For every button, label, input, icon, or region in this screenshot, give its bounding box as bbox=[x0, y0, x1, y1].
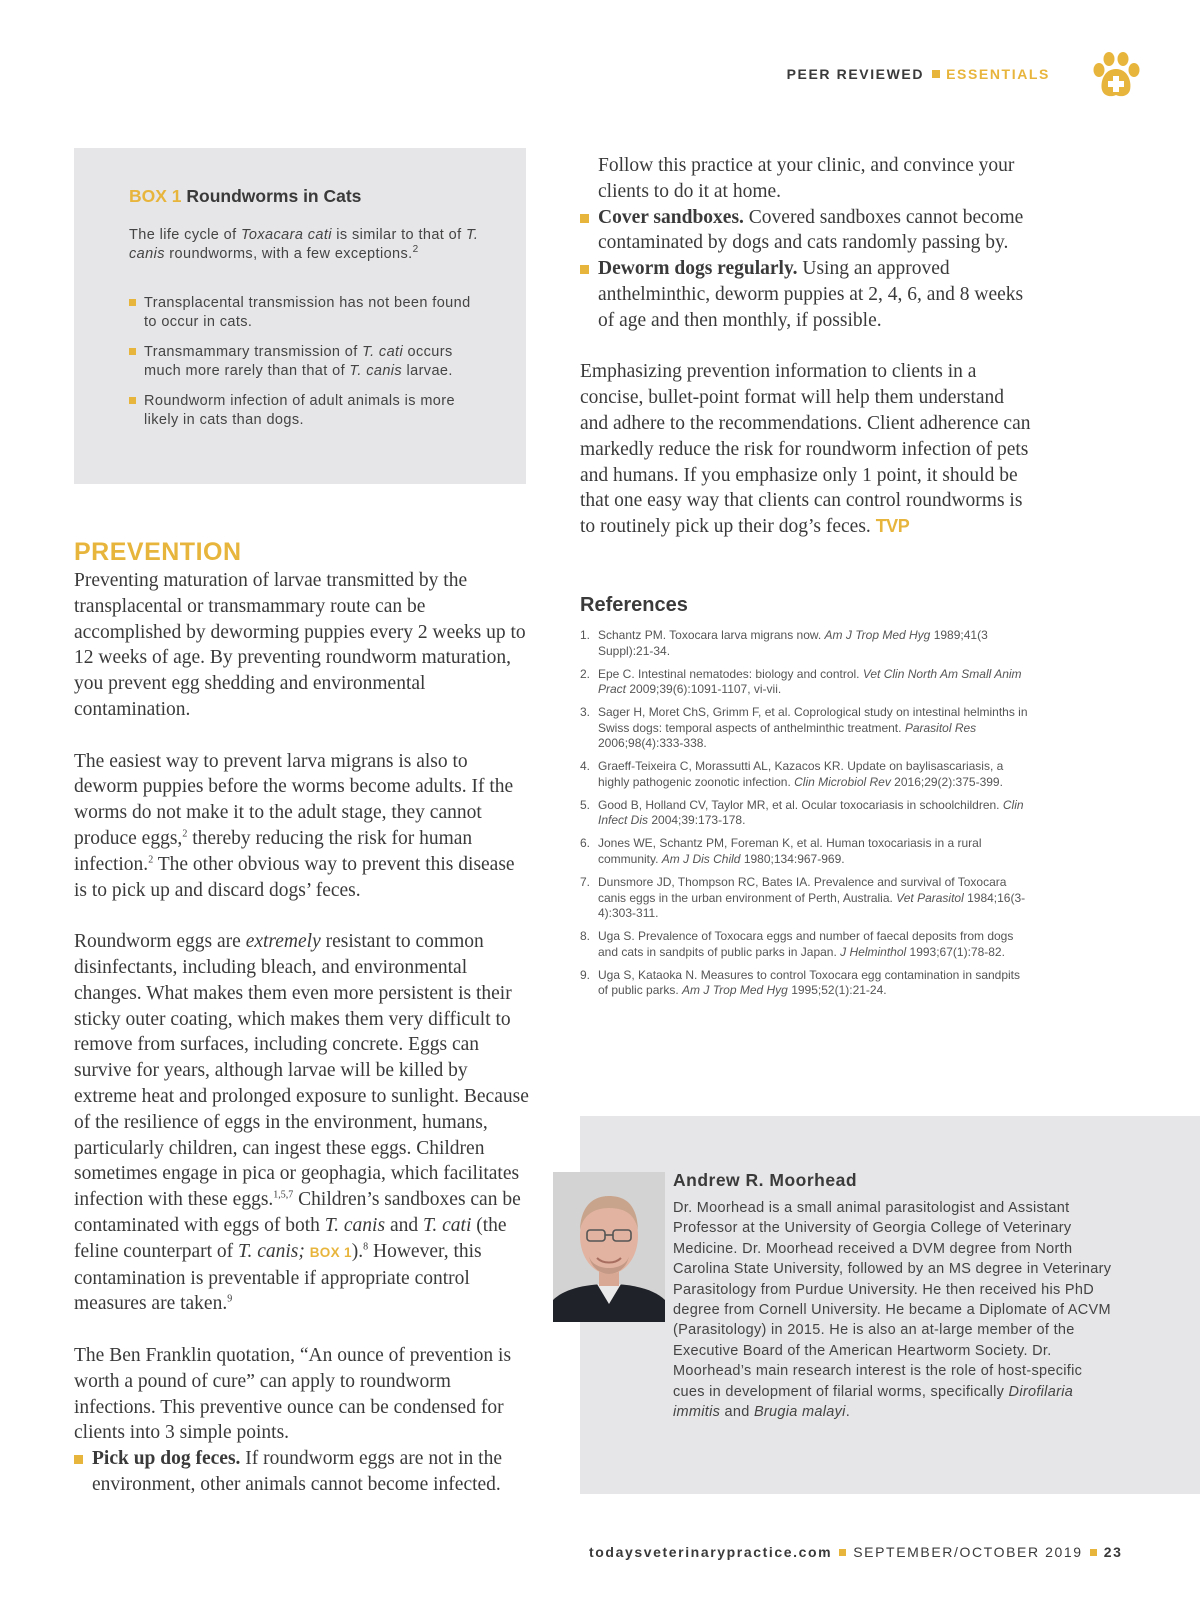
ref-journal: Parasitol Res bbox=[904, 720, 977, 735]
ref-text: 2004;39:173-178. bbox=[648, 813, 746, 828]
text-run: ). bbox=[351, 1240, 364, 1262]
list-item bbox=[580, 968, 1030, 999]
citation-sup: 9 bbox=[227, 1293, 233, 1305]
ref-number: 7. bbox=[580, 875, 591, 890]
point-text: Covered sandboxes cannot become contaminated by dogs and cats randomly passing by. bbox=[598, 206, 1024, 254]
square-bullet-icon bbox=[839, 1549, 846, 1556]
ref-text: 1980;134:967-969. bbox=[740, 851, 845, 866]
point-title: Pick up dog feces. bbox=[92, 1448, 241, 1470]
box1-crossref-link[interactable]: BOX 1 bbox=[309, 1244, 352, 1260]
page-number: 23 bbox=[1103, 1544, 1123, 1560]
list-item bbox=[129, 392, 474, 429]
prevention-point bbox=[580, 205, 1035, 257]
text-run: Dr. Moorhead is a small animal parasitologist and Assistant Professor at the University of Georgia College of Veterinary Medicine. Dr. Moorhead received a DVM degree from North Carolina State University, followed by an MS degree in Veterinary Parasitology from Purdue University. He then received his PhD degree from Cornell University. He became a Diplomate of ACVM (Parasitology) in 2015. He is also an at-large member of the Executive Board of the American Heartworm Society. Dr. Moorhead’s main research interest is the role of host-specific cues in development of filarial worms, specifically bbox=[673, 1200, 1112, 1400]
ref-number: 3. bbox=[580, 705, 591, 720]
box1-bullet-list bbox=[129, 294, 474, 441]
text-run: is similar to that of bbox=[331, 227, 466, 243]
tvp-end-mark: TVP bbox=[875, 516, 910, 537]
running-footer bbox=[589, 1544, 1122, 1560]
citation-sup: 1,5,7 bbox=[273, 1189, 294, 1201]
text-run: Roundworm eggs are bbox=[74, 931, 246, 953]
ref-text: 1995;52(1):21-24. bbox=[787, 983, 887, 998]
paw-plus-icon bbox=[1092, 52, 1142, 98]
header-category: ESSENTIALS bbox=[946, 66, 1050, 82]
box1-heading: Roundworms in Cats bbox=[186, 186, 362, 206]
ref-journal: Am J Trop Med Hyg bbox=[824, 628, 931, 642]
species-name: T. canis bbox=[349, 362, 403, 379]
list-item bbox=[580, 667, 1030, 698]
bullet-text: Roundworm infection of adult animals is more likely in cats than dogs. bbox=[144, 393, 455, 428]
citation-sup: 8 bbox=[363, 1241, 369, 1253]
species-name: T. canis bbox=[324, 1214, 386, 1236]
ref-text: 2006;98(4):333-338. bbox=[598, 736, 707, 751]
emphasis: extremely bbox=[245, 931, 321, 953]
references-heading: References bbox=[580, 594, 688, 616]
citation-sup: 2 bbox=[412, 243, 419, 255]
ref-text: 1993;67(1):78-82. bbox=[906, 944, 1005, 959]
text-run: and bbox=[385, 1214, 423, 1236]
ref-text: Uga S. Prevalence of Toxocara eggs and number of faecal deposits from dogs and cats in sandpits of public parks in Japan. bbox=[598, 929, 1014, 959]
text-run: larvae. bbox=[402, 362, 453, 379]
right-column-body bbox=[580, 153, 1035, 540]
list-item bbox=[580, 705, 1030, 752]
text-run: (the feline counterpart of bbox=[74, 1214, 507, 1262]
section-heading-prevention: PREVENTION bbox=[74, 538, 242, 566]
text-run: . bbox=[845, 1404, 851, 1421]
text-run: The life cycle of bbox=[129, 227, 241, 243]
square-bullet-icon bbox=[129, 348, 136, 355]
footer-website-link[interactable]: todaysveterinarypractice.com bbox=[589, 1544, 833, 1560]
list-item bbox=[580, 628, 1030, 659]
ref-journal: Am J Dis Child bbox=[661, 851, 741, 866]
text-run: Emphasizing prevention information to clients in a concise, bullet-point format will help them understand and adhere to the recommendations. Client adherence can markedly reduce the risk for roundworm infection of pets and humans. If you emphasize only 1 point, it should be that one easy way that clients can control roundworms is to routinely pick up their dog’s feces. bbox=[580, 361, 1031, 538]
left-column-body bbox=[74, 568, 529, 1498]
point-title: Deworm dogs regularly. bbox=[598, 258, 798, 280]
ref-text: 1989;41(3 Suppl):21-34. bbox=[598, 628, 988, 658]
author-name: Andrew R. Moorhead bbox=[673, 1170, 858, 1190]
paragraph: Preventing maturation of larvae transmitted by the transplacental or transmammary route can be accomplished by deworming puppies every 2 weeks up to 12 weeks of age. By preventing roundworm maturation, you prevent egg shedding and environmental contamination. bbox=[74, 570, 526, 720]
square-bullet-icon bbox=[74, 1455, 83, 1464]
species-name: Dirofilaria immitis bbox=[673, 1383, 1074, 1421]
ref-number: 6. bbox=[580, 836, 591, 851]
ref-journal: Vet Clin North Am Small Anim Pract bbox=[598, 666, 1022, 697]
box1-sidebar bbox=[74, 148, 526, 484]
ref-text: Schantz PM. Toxocara larva migrans now. bbox=[598, 628, 825, 642]
ref-text: Dunsmore JD, Thompson RC, Bates IA. Prevalence and survival of Toxocara canis eggs in the urban environment of Perth, Australia. bbox=[598, 875, 1007, 905]
author-bio bbox=[673, 1198, 1113, 1422]
ref-text: Sager H, Moret ChS, Grimm F, et al. Coprological study on intestinal helminths in Swiss dogs: temporal aspects of anthelminthic treatment. bbox=[598, 705, 1028, 735]
box1-title bbox=[129, 186, 361, 207]
point-text: If roundworm eggs are not in the environment, other animals cannot become infected. bbox=[92, 1448, 502, 1495]
ref-journal: Clin Microbiol Rev bbox=[794, 774, 891, 789]
species-name: Brugia malayi bbox=[753, 1404, 846, 1421]
text-run: roundworms, with a few exceptions. bbox=[164, 245, 413, 262]
species-name: T. cati bbox=[422, 1214, 472, 1236]
ref-text: 1984;16(3-4):303-311. bbox=[598, 890, 1026, 921]
author-portrait-icon bbox=[553, 1172, 665, 1322]
ref-text: Jones WE, Schantz PM, Foreman K, et al. Human toxocariasis in a rural community. bbox=[598, 836, 982, 866]
paragraph-continued: Follow this practice at your clinic, and convince your clients to do it at home. bbox=[598, 155, 1015, 202]
ref-number: 8. bbox=[580, 929, 591, 944]
species-name: T. cati bbox=[362, 344, 404, 360]
footer-issue: SEPTEMBER/OCTOBER 2019 bbox=[853, 1544, 1083, 1560]
text-run: Transmammary transmission of bbox=[144, 344, 363, 360]
ref-number: 9. bbox=[580, 967, 591, 982]
text-run: occurs much more rarely than that of bbox=[144, 344, 453, 379]
species-name: T. canis; bbox=[238, 1240, 305, 1262]
list-item bbox=[129, 343, 474, 380]
ref-journal: Clin Infect Dis bbox=[598, 797, 1024, 828]
ref-number: 2. bbox=[580, 666, 591, 681]
square-bullet-icon bbox=[580, 214, 589, 223]
list-item bbox=[580, 759, 1030, 790]
list-item bbox=[580, 929, 1030, 960]
species-name: Toxacara cati bbox=[240, 227, 332, 243]
list-item bbox=[580, 875, 1030, 922]
running-header bbox=[787, 66, 1050, 82]
ref-text: Graeff-Teixeira C, Morassutti AL, Kazacos KR. Update on baylisascariasis, a highly pathogenic zoonotic infection. bbox=[598, 759, 1004, 789]
box1-intro bbox=[129, 226, 479, 263]
species-name: T. canis bbox=[129, 227, 479, 262]
paragraph bbox=[74, 929, 529, 1317]
list-item bbox=[129, 294, 474, 331]
ref-journal: J Helminthol bbox=[840, 944, 907, 959]
ref-text: Uga S, Kataoka N. Measures to control Toxocara egg contamination in sandpits of public parks. bbox=[598, 967, 1021, 998]
ref-text: 2016;29(2):375-399. bbox=[890, 774, 1003, 789]
ref-text: 2009;39(6):1091-1107, vi-vii. bbox=[626, 682, 782, 697]
text-run: However, this contamination is preventable if appropriate control measures are taken. bbox=[74, 1240, 482, 1315]
point-text: Using an approved anthelminthic, deworm puppies at 2, 4, 6, and 8 weeks of age and then monthly, if possible. bbox=[598, 258, 1024, 331]
citation-sup: 2 bbox=[148, 854, 154, 866]
ref-journal: Vet Parasitol bbox=[896, 890, 964, 905]
square-bullet-icon bbox=[129, 299, 136, 306]
point-title: Cover sandboxes. bbox=[598, 206, 744, 228]
text-run: Children’s sandboxes can be contaminated with eggs of both bbox=[74, 1189, 521, 1236]
ref-text: Good B, Holland CV, Taylor MR, et al. Ocular toxocariasis in schoolchildren. bbox=[598, 797, 1003, 812]
list-item bbox=[580, 836, 1030, 867]
text-run: resistant to common disinfectants, including bleach, and environmental changes. What makes them even more persistent is their sticky outer coating, which makes them very difficult to remove from surfaces, including concrete. Eggs can survive for years, although larvae will be killed by extreme heat and prolonged exposure to sunlight. Because of the resilience of eggs in the environment, humans, particularly children, can ingest these eggs. Children sometimes engage in pica or geophagia, which facilitates infection with these eggs. bbox=[74, 931, 529, 1211]
paragraph: The Ben Franklin quotation, “An ounce of prevention is worth a pound of cure” can apply to roundworm infections. This preventive ounce can be condensed for clients into 3 simple points. bbox=[74, 1344, 512, 1444]
text-run: and bbox=[720, 1404, 754, 1421]
paragraph bbox=[74, 749, 529, 904]
paragraph bbox=[580, 359, 1035, 540]
square-bullet-icon bbox=[580, 265, 589, 274]
list-item bbox=[580, 798, 1030, 829]
references-list bbox=[580, 628, 1030, 1006]
text-run: The other obvious way to prevent this disease is to pick up and discard dogs’ feces. bbox=[74, 853, 515, 901]
ref-text: Epe C. Intestinal nematodes: biology and control. bbox=[598, 666, 863, 681]
ref-journal: Am J Trop Med Hyg bbox=[682, 983, 788, 998]
prevention-point bbox=[74, 1446, 529, 1498]
prevention-point bbox=[580, 256, 1035, 333]
box1-label: BOX 1 bbox=[129, 186, 182, 206]
ref-number: 1. bbox=[580, 628, 591, 642]
ref-number: 5. bbox=[580, 797, 591, 812]
square-bullet-icon bbox=[129, 397, 136, 404]
header-section: PEER REVIEWED bbox=[786, 66, 925, 82]
citation-sup: 2 bbox=[182, 828, 188, 840]
text-run: thereby reducing the risk for human infection. bbox=[74, 827, 473, 875]
text-run: The easiest way to prevent larva migrans is also to deworm puppies before the worms become adults. If the worms do not make it to the adult stage, they cannot produce eggs, bbox=[74, 750, 514, 849]
ref-number: 4. bbox=[580, 759, 591, 774]
square-bullet-icon bbox=[1090, 1549, 1097, 1556]
bullet-text: Transplacental transmission has not been found to occur in cats. bbox=[144, 295, 471, 330]
square-bullet-icon bbox=[932, 70, 940, 78]
